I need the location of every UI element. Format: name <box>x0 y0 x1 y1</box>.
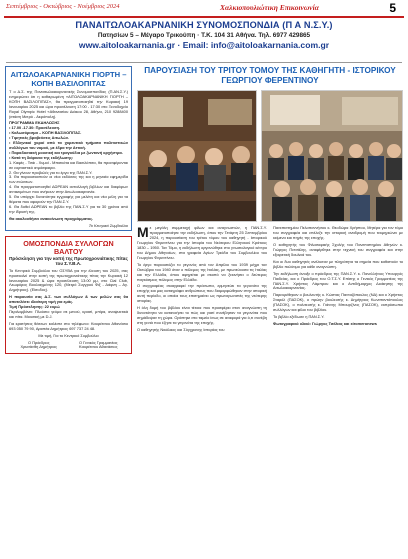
signatories <box>9 341 128 351</box>
top-divider <box>4 16 404 18</box>
invitation-body: Το Κεντρικό Συμβούλιο του ΟΣΥΒΑ για την έλευση του 2025, σας προσκαλεί στην κοπή της πρωτοχρονιάτικης πίτας την Κυριακή 12 Ιανουαρίου 2025 & ώρα προσέλευση 13:00 μμ, στο Cial Club, Λεωφόρος Βουλιαγμένης 120, (Μετρό Συγγρού Φιξ - Δάφνη – Αγ. Δημήτριος). (Είσοδος). <box>9 267 128 293</box>
role-president: Ο Πρόεδρος <box>28 339 50 345</box>
left-column <box>5 66 132 354</box>
article-col-2 <box>273 226 403 333</box>
invitation-contact: Για κρατήσεις θέσεων καλέστε στο τηλέφωνο: Καυρέτσου Αθανάσιο 693 050 79 90, Αριστέα Δημήτριος 697 737 24 48. <box>9 320 128 331</box>
invitation-price: Τιμή Πρόσκλησης: 22 ευρώ <box>9 304 60 310</box>
article-paragraph: Και οι δυο καθηγητές ανέλυσαν με πληρότητα τα σημεία που καθιστούν το βιβλίο πολύτιμο για κάθε αναγνώστη. <box>273 258 403 269</box>
article-paragraph: Με μεγάλη συμμετοχή φίλων και αναγνωστών, η ΠΑΝ.Σ.Υ. πραγματοποίησε την εκδήλωση, όπου την Τετάρτη 25 Σεπτεμβρίου 2024, η παρουσίαση του τρίτου τόμου του καθηγητή - Ιστορικού Γεωργίου Φερεντίνου για την Ιστορία του Νεότερου Ελληνικού Κράτους 1830 – 1950. Τον Τόμο, η εκδήλωση οργανώθηκε στο γνωσιολογικό κέντρο του Δήμου Αθηναίων, στα γραφεία Αγίων Τριάδα του Συμβουλίου του Γεωργίου Φερεντίνου. <box>137 224 267 260</box>
org-website[interactable]: www.aitoloakarnania.gr · Email: info@aitoloakarnania.com.gr <box>78 40 330 50</box>
article-title: ΠΑΡΟΥΣΙΑΣΗ ΤΟΥ ΤΡΙΤΟΥ ΤΟΜΟΥ ΤΗΣ ΚΑΘΗΓΗΤΗ - ΙΣΤΟΡΙΚΟΥ ΓΕΩΡΓΙΟΥ ΦΕΡΕΝΤΙΝΟΥ <box>144 66 396 85</box>
article-paragraph: Το βιβλίο εξέδωσε η ΠΑΝ.Σ.Υ. <box>273 314 325 320</box>
program-item: • Τιμητικές βραβεύσεις Αιτωλών. <box>9 135 70 141</box>
signature: Το Κεντρικό Συμβούλιο <box>88 222 128 228</box>
article-paragraph: Ο καθηγητής του Φιλοσοφικής Σχολής του Πανεπιστημίου Αθηνών κ. Γιώργος Πετσάλης, αναφέρθηκε στην τεχνική του συγγραφέα και στην εξαιρετική δουλειά του. <box>273 241 403 257</box>
article-paragraph: Πανεπιστημίου Πελοποννήσου κ. Θεοδώρα Χρήστου, Μητέρα για τον τόμο του συγγραφέα και επέλεξε την ιστορική αναδρομή που τεκμηριώνει με κείμενα και πηγές της εποχής. <box>273 225 403 240</box>
article-paragraph: Την εκδήλωση άνοιξε ο πρόεδρος της ΠΑΝ.Σ.Υ. κ. Πανελλήνιος Υπουργός Παιδείας, και ο Πρόεδρος του Ο.Τ.Σ.Υ. Επίσης ο Γενικός Γραμματέας της ΠΑΝ.Σ.Υ. Χρήστος Λάμπρου και ο Αντιδήμαρχος Διοίκησης της Αιτωλοακαρνανίας. <box>273 270 403 291</box>
invitation-menu: Περιλαμβάνει: Πλούσιο γεύμα σε μενού, κρασί, μπίρα, αναψυκτικά και πίτα. Μουσική με D.J. <box>9 309 128 319</box>
article-col-1 <box>137 226 267 333</box>
name-secretary: Καυρέτσου Αθανάσιος <box>79 344 118 350</box>
event-photo-left <box>137 90 257 222</box>
program-item: • Κατά τη διάρκεια της εκδήλωσης: <box>9 154 74 160</box>
org-title: ΠΑΝΑΙΤΩΛΟΑΚΑΡΝΑΝΙΚΗ ΣΥΝΟΜΟΣΠΟΝΔΙΑ (Π Α Ν.Σ.Υ.) <box>75 20 333 30</box>
rule-item: 3. Θα παρουσιαστούν οι νέοι εκδόσεις της και η μηνιαία εφημερίδα των ενώσεων. <box>9 174 128 185</box>
closing-note: Θα ακολουθήσει ανακοίνωση προγράμματος. <box>9 215 94 221</box>
article-paragraph: Ο συγγραφέας σκιαγραφεί την πρόσωπα, ερμηνεύει τα γεγονότα της εποχής και μας καταγράφει ανθρώπους που διαμορφώθηκαν στην ιστορική αυτή περίοδο, οι οποίοι τους επισημαίνει ως πρωταγωνιστές της νεότερης ιστορίας. <box>137 283 267 304</box>
event-box-valtos <box>5 236 132 355</box>
article-paragraph: Ο καθηγητής Νικόλαος και Σύγχρονης Ιστορίας του <box>137 327 225 333</box>
rule-item: 6. Θα δοθεί ΔΩΡΕΑΝ το βιβλίο της ΠΑΝ.Σ.Υ για τα 30 χρόνια από την ίδρυσή της. <box>9 203 128 214</box>
org-address: Πατησίων 5 – Μέγαρο Τρικούπη · Τ.Κ. 104 31 Αθήνα. Τηλ. 6977 429865 <box>97 32 311 39</box>
name-president: Χρυσάνθη Δημήτριος <box>20 344 58 350</box>
rule-item: 1. Καφές - Τσάι - Χυμοί - Μπισκότα και Βασιλόπιτα, θα προσφέρονται σε εορταστικό ατμόσφαιρα. <box>9 159 128 170</box>
program-item: • Παραδοσιακή μουσική και τραγούδια με ζωντανή ορχήστρα. <box>9 149 123 155</box>
program-item: • 17.00 -17.30: Προσέλευση. <box>9 125 61 131</box>
sign-intro: Με τιμή, Για το Κεντρικό Συμβούλιο <box>38 332 99 338</box>
publication-name: Χαλκιοπουλιώτικη Επικοινωνία <box>220 3 319 12</box>
invitation-subtitle: Πρόσκληση για την κοπή της Πρωτοχρονιάτικης πίτας του Σ.Υ.Β.Α. <box>9 255 128 267</box>
drop-cap: Μ <box>137 224 149 240</box>
right-column <box>137 66 403 333</box>
program-item: • Καλωσόρισμα – ΚΟΠΗ ΒΑΣΙΛΟΠΙΤΑΣ. <box>9 130 82 136</box>
program-item: • Ελληνικοί χοροί από τα χορευτικά τμήματα πολιτιστικών συλλόγων του νομού, με έδρα την Αττική. <box>9 140 128 150</box>
article-columns <box>137 226 403 333</box>
page-number: 5 <box>389 1 396 15</box>
event-box-basilopita <box>5 66 132 231</box>
invitation-note: Η παρουσία σας Δ.Σ. των συλλόγων & των μελών σας θα αποτελέσει ιδιαίτερη τιμή για εμάς. <box>9 294 128 305</box>
org-header <box>0 20 408 50</box>
photo-credit: Φωτογραφικό υλικό: Γιώργος Τσέλιας και xiromeronews <box>273 321 377 327</box>
role-secretary: Ο Γενικός Γραμματέας <box>78 339 118 345</box>
event-intro: Τ ο Δ.Σ. της Παναιτωλοακαρνανικής Συνομοσπονδίας (Π.ΑΝ.Σ.Υ.) ενημερώνει ότι η καθιερωμένη «ΑΙΤΩΛΟΑΚΑΡΝΑΝΙΚΗ ΓΙΟΡΤΗ – ΚΟΠΗ ΒΑΣΙΛΟΠΙΤΑΣ», θα πραγματοποιηθεί την Κυριακή 19 Ιανουαρίου 2025 και ώρα προσέλευση 17:00 - 17:30 στο Ξενοδοχείο Royal Olympic Hotel «Αθανασίου Διάκου 28, Αθήνα, 210 9288400 (στάση Μετρό - Ακρόπολη). <box>9 89 128 119</box>
rule-item: 2. Θα γίνουν προβολές για το έργο της ΠΑΝ.Σ.Υ. <box>9 169 93 175</box>
photo-collage <box>137 90 403 222</box>
issue-date: Σεπτέμβριος - Οκτώβριος - Νοέμβριος 2024 <box>6 3 120 10</box>
article-paragraph: Το έργο παρουσιάζει το γεγονός από τον Απρίλιο του 1939 μέχρι τον Οκτώβριο του 1940 όταν ο πόλεμος της Ιταλίας, με πρωτεύουσα τις Ιταλίας και την Ελλάδα, όπου αφηγείται με σκοπό να ξεκινήσει ο δεύτερος παγκόσμιος πόλεμος στην Ελλάδα. <box>137 261 267 282</box>
rule-item: 4. Θα πραγματοποιηθεί ΔΩΡΕΑΝ ανταλλαγή βιβλίων και διαφόρων αντικειμένων που ανήκουν στην Αιτωλοακαρνανία. <box>9 184 128 195</box>
article-paragraph: Η όλη δομή του βιβλίου είναι τέτοια που προσφέρει στον αναγνώστη τη δυνατότητα να κατανοήσει το πώς και γιατί συνέβησαν τα γεγονότα που σημάδεψαν τη χώρα. Ορίστηκε στο ταμείο ίσως σε αναφορά για ό,τι συνέβη στη γενιά που έζησε τα γεγονότα της εποχής. <box>137 305 267 326</box>
event-title: ΑΙΤΩΛΟΑΚΑΡΝΑΝΙΚΗ ΓΙΟΡΤΗ – ΚΟΠΗ ΒΑΣΙΛΟΠΙΤΑΣ <box>10 70 127 88</box>
program-title: ΠΡΟΓΡΑΜΜΑ ΕΚΔΗΛΩΣΗΣ <box>9 120 60 126</box>
rule-item: 5. Θα υπάρχει δυνατότητα εγγραφής για μελέτη και νέα μέλη για τα θέματα που αφορούν την ΠΑΝ.Σ.Υ. <box>9 194 128 204</box>
header-divider <box>6 62 402 63</box>
article-paragraph: Παρευρέθηκαν ο βουλευτής κ. Κώστας Πανταζόπουλος (ΝΔ) και ο Χρήστος Σταρόλ (ΠΑΣΟΚ), ο πρώην βουλευτής κ. Δημήτριος Κωνσταντόπουλος (ΠΑΣΟΚ), ο πολιτευτής κ. Γιάννης Μπουρζίνος (ΠΑΣΟΚ), εκπρόσωποι συλλόγων και φίλοι του βιβλίου. <box>273 292 403 313</box>
event-photo-right <box>261 90 403 222</box>
top-bar <box>0 0 408 17</box>
federation-title: ΟΜΟΣΠΟΝΔΙΑ ΣΥΛΛΟΓΩΝ ΒΑΛΤΟΥ <box>23 238 114 256</box>
